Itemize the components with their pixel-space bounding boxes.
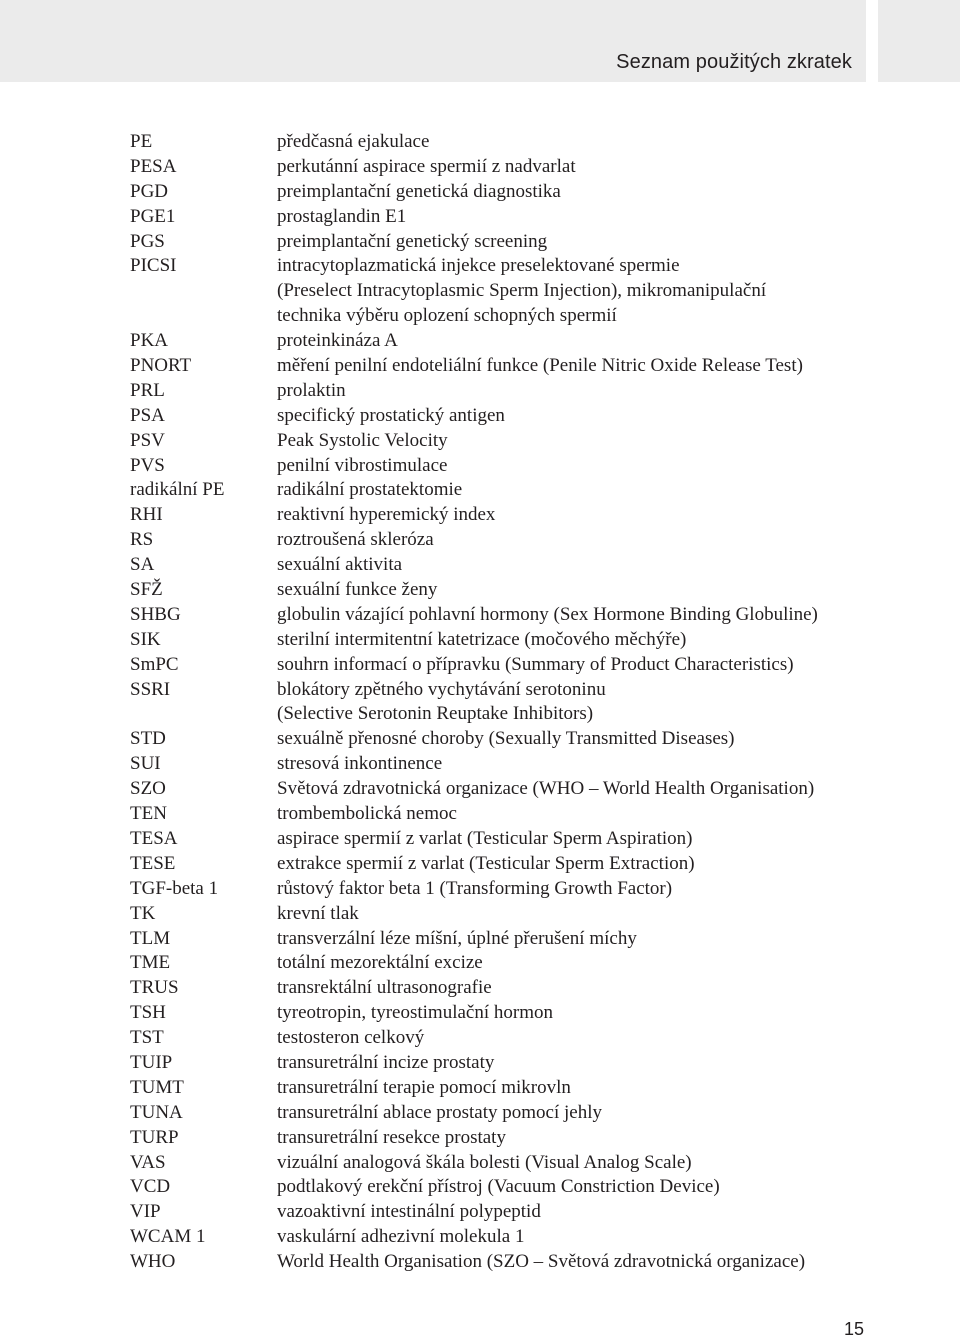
abbreviation-row [130,180,870,205]
abbreviation-description: transuretrální ablace prostaty pomocí jehly [277,1101,602,1123]
abbreviation-row [130,927,870,952]
abbreviation-list [130,130,870,1275]
abbreviation-term: TUNA [130,1101,183,1123]
abbreviation-description: sexuální funkce ženy [277,579,438,601]
abbreviation-row [130,653,870,678]
abbreviation-term: PGS [130,230,165,252]
abbreviation-row [130,553,870,578]
abbreviation-row [130,205,870,230]
abbreviation-row [130,877,870,902]
abbreviation-term: PVS [130,454,165,476]
abbreviation-description: preimplantační genetická diagnostika [277,180,561,202]
abbreviation-term: TST [130,1027,164,1049]
abbreviation-term: PICSI [130,255,177,277]
abbreviation-row [130,1026,870,1051]
abbreviation-description: proteinkináza A [277,330,398,352]
abbreviation-description: (Selective Serotonin Reuptake Inhibitors) [277,703,594,725]
abbreviation-row [130,304,870,329]
abbreviation-row [130,1200,870,1225]
abbreviation-description: technika výběru oplození schopných spermií [277,305,617,327]
abbreviation-description: reaktivní hyperemický index [277,504,496,526]
abbreviation-description: transuretrální incize prostaty [277,1051,495,1073]
abbreviation-term: TUIP [130,1051,173,1073]
abbreviation-term: SFŽ [130,579,163,601]
abbreviation-term: SSRI [130,678,171,700]
abbreviation-description: vaskulární adhezivní molekula 1 [277,1226,525,1248]
abbreviation-description: radikální prostatektomie [277,479,463,501]
abbreviation-term: TEN [130,803,167,825]
abbreviation-description: (Preselect Intracytoplasmic Sperm Injection), mikromanipulační [277,280,767,302]
abbreviation-term: SIK [130,628,161,650]
header-band [0,0,866,82]
abbreviation-description: specifický prostatický antigen [277,404,505,426]
abbreviation-description: testosteron celkový [277,1027,425,1049]
abbreviation-row [130,702,870,727]
abbreviation-term: PESA [130,155,177,177]
abbreviation-term: TURP [130,1126,179,1148]
abbreviation-description: měření penilní endoteliální funkce (Penile Nitric Oxide Release Test) [277,355,803,377]
abbreviation-description: totální mezorektální excize [277,952,483,974]
abbreviation-description: růstový faktor beta 1 (Transforming Growth Factor) [277,877,673,899]
abbreviation-description: roztroušená skleróza [277,529,434,551]
abbreviation-term: WHO [130,1251,176,1273]
abbreviation-term: SZO [130,778,166,800]
abbreviation-description: vazoaktivní intestinální polypeptid [277,1201,541,1223]
abbreviation-row [130,752,870,777]
abbreviation-term: TUMT [130,1076,184,1098]
abbreviation-term: STD [130,728,166,750]
abbreviation-description: Peak Systolic Velocity [277,429,448,451]
abbreviation-term: PGE1 [130,205,176,227]
abbreviation-row [130,1126,870,1151]
abbreviation-term: SA [130,554,155,576]
abbreviation-term: VCD [130,1176,171,1198]
abbreviation-description: prolaktin [277,379,346,401]
abbreviation-row [130,478,870,503]
abbreviation-term: PNORT [130,355,192,377]
abbreviation-term: RS [130,529,154,551]
abbreviation-description: sexuálně přenosné choroby (Sexually Transmitted Diseases) [277,728,735,750]
abbreviation-term: PGD [130,180,169,202]
abbreviation-row [130,603,870,628]
abbreviation-description: podtlakový erekční přístroj (Vacuum Constriction Device) [277,1176,720,1198]
abbreviation-row [130,454,870,479]
abbreviation-term: SmPC [130,653,179,675]
abbreviation-description: prostaglandin E1 [277,205,407,227]
abbreviation-description: trombembolická nemoc [277,803,457,825]
abbreviation-row [130,1051,870,1076]
abbreviation-row [130,528,870,553]
abbreviation-description: stresová inkontinence [277,753,443,775]
abbreviation-term: PSA [130,404,165,426]
abbreviation-description: penilní vibrostimulace [277,454,448,476]
page-header-title: Seznam použitých zkratek [616,51,852,73]
abbreviation-description: krevní tlak [277,902,359,924]
abbreviation-row [130,155,870,180]
abbreviation-description: preimplantační genetický screening [277,230,548,252]
abbreviation-row [130,1250,870,1275]
abbreviation-term: TESE [130,852,176,874]
abbreviation-description: aspirace spermií z varlat (Testicular Sperm Aspiration) [277,827,693,849]
abbreviation-row [130,404,870,429]
abbreviation-row [130,1151,870,1176]
abbreviation-row [130,777,870,802]
abbreviation-term: SHBG [130,603,181,625]
abbreviation-description: blokátory zpětného vychytávání serotoninu [277,678,606,700]
abbreviation-description: souhrn informací o přípravku (Summary of Product Characteristics) [277,653,794,675]
abbreviation-row [130,628,870,653]
abbreviation-row [130,1225,870,1250]
abbreviation-row [130,1175,870,1200]
abbreviation-term: SUI [130,753,161,775]
header-side-tab [878,0,960,82]
abbreviation-description: vizuální analogová škála bolesti (Visual Analog Scale) [277,1151,692,1173]
abbreviation-term: PSV [130,429,165,451]
abbreviation-row [130,254,870,279]
abbreviation-term: TME [130,952,171,974]
abbreviation-description: perkutánní aspirace spermií z nadvarlat [277,155,576,177]
abbreviation-term: TK [130,902,156,924]
abbreviation-row [130,678,870,703]
abbreviation-term: radikální PE [130,479,225,501]
abbreviation-description: sexuální aktivita [277,554,403,576]
abbreviation-description: intracytoplazmatická injekce preselektované spermie [277,255,680,277]
abbreviation-description: globulin vázající pohlavní hormony (Sex Hormone Binding Globuline) [277,603,818,625]
abbreviation-term: TESA [130,827,178,849]
abbreviation-description: transuretrální terapie pomocí mikrovln [277,1076,571,1098]
abbreviation-row [130,1001,870,1026]
abbreviation-description: extrakce spermií z varlat (Testicular Sperm Extraction) [277,852,695,874]
abbreviation-row [130,379,870,404]
abbreviation-row [130,578,870,603]
abbreviation-row [130,429,870,454]
abbreviation-description: World Health Organisation (SZO – Světová zdravotnická organizace) [277,1251,806,1273]
abbreviation-row [130,976,870,1001]
abbreviation-term: TRUS [130,977,179,999]
abbreviation-description: Světová zdravotnická organizace (WHO – World Health Organisation) [277,778,815,800]
abbreviation-description: předčasná ejakulace [277,131,430,152]
abbreviation-term: TSH [130,1002,166,1024]
abbreviation-row [130,852,870,877]
abbreviation-row [130,1076,870,1101]
abbreviation-term: VAS [130,1151,166,1173]
abbreviation-row [130,727,870,752]
abbreviation-row [130,902,870,927]
abbreviation-term: WCAM 1 [130,1226,206,1248]
abbreviation-row [130,951,870,976]
abbreviation-description: transuretrální resekce prostaty [277,1126,506,1148]
abbreviation-description: transverzální léze míšní, úplné přerušení míchy [277,927,637,949]
abbreviation-term: RHI [130,504,163,526]
abbreviation-row [130,802,870,827]
abbreviation-description: transrektální ultrasonografie [277,977,492,999]
abbreviation-term: PE [130,131,153,152]
abbreviation-row [130,1101,870,1126]
abbreviation-term: PRL [130,379,165,401]
abbreviation-row [130,354,870,379]
abbreviation-row [130,503,870,528]
abbreviation-row [130,230,870,255]
abbreviation-description: tyreotropin, tyreostimulační hormon [277,1002,553,1024]
abbreviation-term: PKA [130,330,169,352]
abbreviation-term: VIP [130,1201,161,1223]
abbreviation-row [130,130,870,155]
abbreviation-row [130,827,870,852]
page-number: 15 [843,1319,864,1339]
abbreviation-description: sterilní intermitentní katetrizace (močového měchýře) [277,628,687,650]
abbreviation-row [130,279,870,304]
abbreviation-row [130,329,870,354]
abbreviation-term: TLM [130,927,171,949]
abbreviation-term: TGF-beta 1 [130,877,219,899]
